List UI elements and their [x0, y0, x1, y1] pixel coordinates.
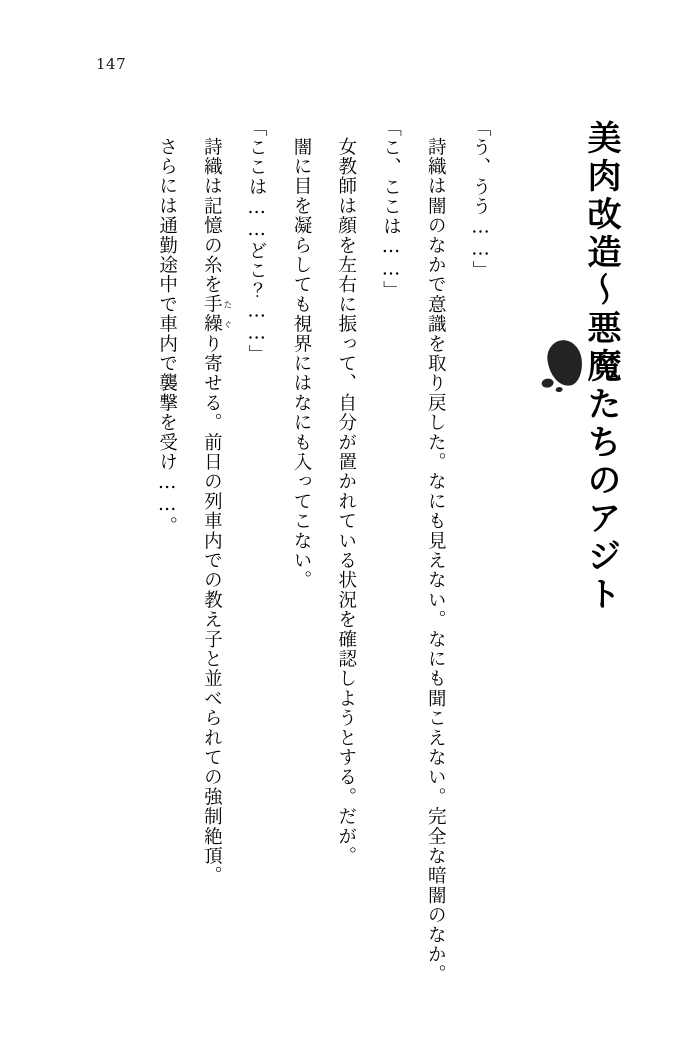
paragraph: さらには通勤途中で車内で襲撃を受け……。 — [156, 136, 178, 536]
paragraph: 女教師は顔を左右に振って、自分が置かれている状況を確認しようとする。だが。 — [335, 136, 357, 866]
paragraph: 闇に目を凝らしても視界にはなにも入ってこない。 — [290, 136, 312, 590]
paragraph-text-ruby: 詩織は記憶の糸を手繰 たぐり寄せる。前日の列車内での教え子と並べられての強制絶頂。 — [201, 136, 232, 886]
paragraph: 詩織は闇のなかで意識を取り戻した。なにも見えない。なにも聞こえない。完全な暗闇のなか。 — [425, 136, 447, 984]
paragraph: 「う、うう……」 — [470, 118, 491, 281]
ink-blot-decoration — [545, 338, 585, 388]
body-text — [144, 118, 502, 998]
paragraph-with-ruby — [189, 118, 234, 998]
page-number: 147 — [96, 55, 127, 73]
page-content — [60, 100, 620, 1000]
chapter-title: 美肉改造～悪魔たちのアジト — [581, 120, 621, 614]
paragraph: 「こ、ここは……」 — [380, 118, 402, 301]
paragraph: 「ここは……どこ？……」 — [246, 118, 268, 365]
